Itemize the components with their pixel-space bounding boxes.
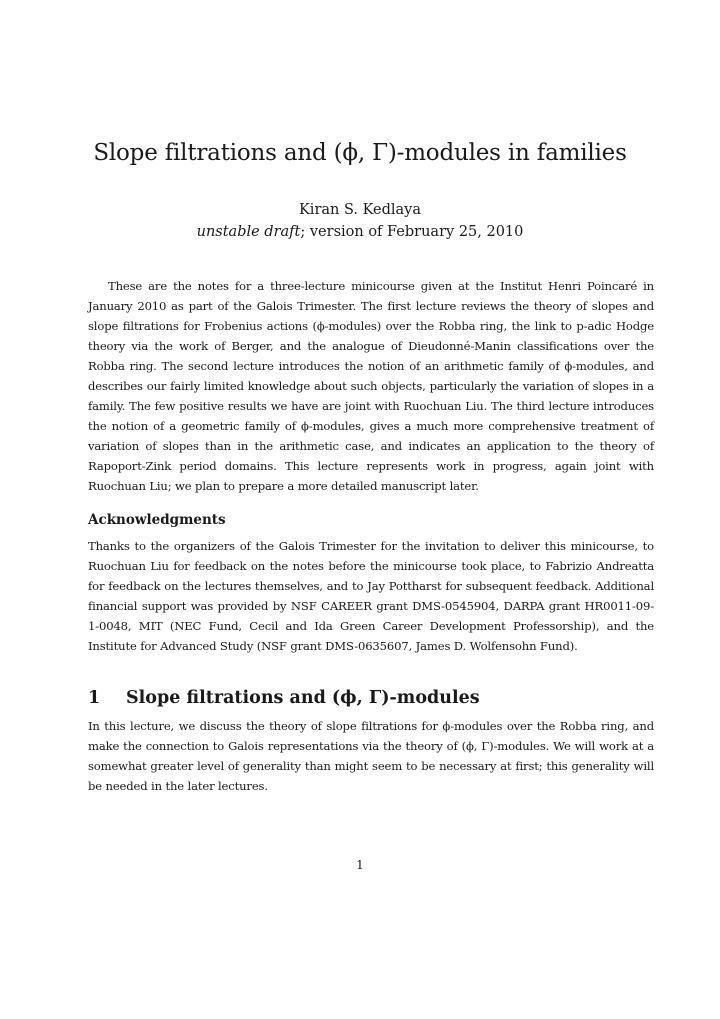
version-line [0,222,720,242]
abstract-paragraph: These are the notes for a three-lecture minicourse given at the Institut Henri Poincaré in January 2010 as part of the Galois Trimester. The first lecture reviews the theory of slopes and slope filtrations for Frobenius actions (ϕ-modules) over the Robba ring, the link to p-adic Hodge theory via the work of Berger, and the analogue of Dieudonné-Manin classifications over the Robba ring. The second lecture introduces the notion of an arithmetic family of ϕ-modules, and describes our fairly limited knowledge about such objects, particularly the variation of slopes in a family. The few positive results we have are joint with Ruochuan Liu. The third lecture introduces the notion of a geometric family of ϕ-modules, gives a much more comprehensive treatment of variation of slopes than in the arithmetic case, and indicates an application to the theory of Rapoport-Zink period domains. This lecture represents work in progress, again joint with Ruochuan Liu; we plan to prepare a more detailed manuscript later. [88,279,654,493]
page-number: 1 [356,858,364,872]
author-name: Kiran S. Kedlaya [298,202,422,218]
section-intro-paragraph: In this lecture, we discuss the theory of slope filtrations for ϕ-modules over the Robba ring, and make the connection to Galois representations via the theory of (ϕ, Γ)-modules. We will work at a somewhat greater level of generality than might seem to be necessary at first; this generality will be needed in the later lectures. [88,719,654,793]
section-heading [88,686,480,710]
version-date: ; version of February 25, 2010 [300,224,524,240]
acknowledgments-paragraph: Thanks to the organizers of the Galois Trimester for the invitation to deliver this minicourse, to Ruochuan Liu for feedback on the notes before the minicourse took place, to Fabrizio Andreatta for feedback on the lectures themselves, and to Jay Pottharst for subsequent feedback. Additional financial support was provided by NSF CAREER grant DMS-0545904, DARPA grant HR0011-09-1-0048, MIT (NEC Fund, Cecil and Ida Green Career Development Professorship), and the Institute for Advanced Study (NSF grant DMS-0635607, James D. Wolfensohn Fund). [88,539,654,653]
section-number: 1 [88,688,101,708]
draft-status: unstable draft [196,224,301,240]
paper-title: Slope filtrations and (ϕ, Γ)-modules in families [93,140,627,166]
acknowledgments-heading: Acknowledgments [88,512,226,528]
section-title: Slope filtrations and (ϕ, Γ)-modules [126,688,480,708]
